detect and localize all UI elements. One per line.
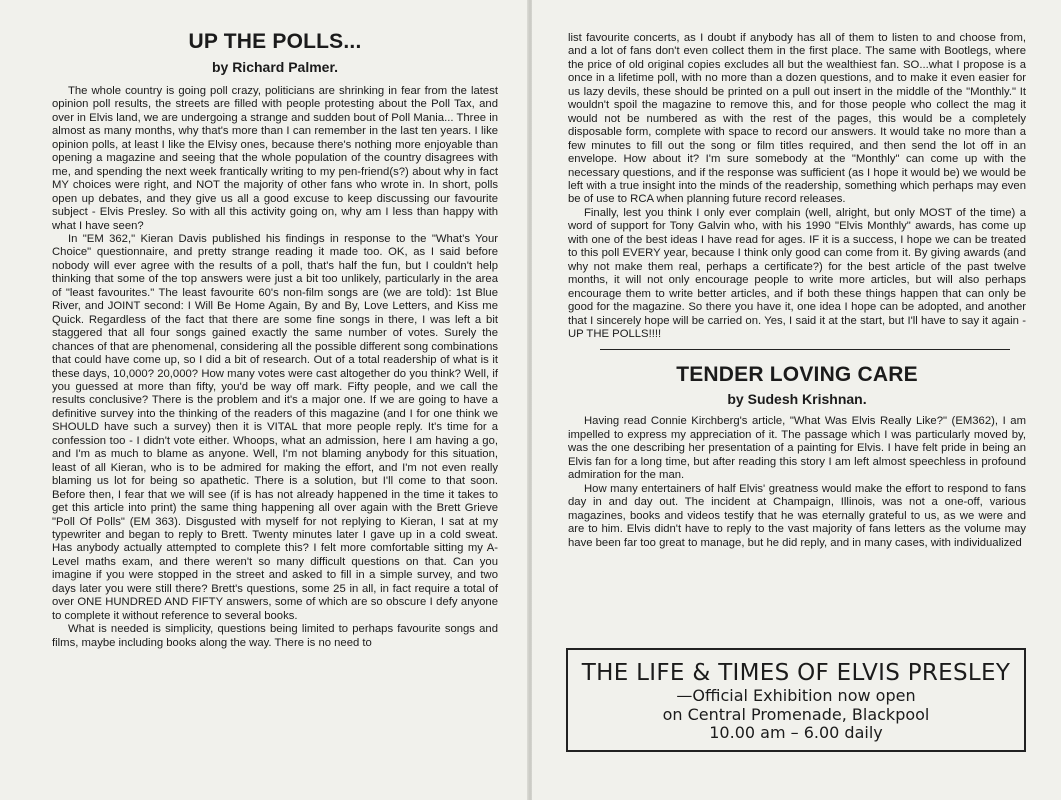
- article-continued-paragraph: Finally, lest you think I only ever complain (well, alright, but only MOST of the time) a word of support for Tony Galvin who, with his 1990 "Elvis Monthly" awards, has come up with one of the best ideas I have read for ages. IF it is a success, I hope we can be treated to this poll EVERY year, because I think only good can come from it. By giving awards (and why not make them real, perhaps a certificate?) for the best article of the past twelve months, it will not only encourage people to write more articles, but will also perhaps encourage them to write better articles, and if both these things happen that can only be good for the magazine. So there you have it, one idea I hope can be adopted, and another that I sincerely hope will be carried on. Yes, I said it at the start, but I'll have to say it again - UP THE POLLS!!!!: [568, 206, 1026, 340]
- right-page: [532, 0, 1061, 800]
- article-continued-paragraph: list favourite concerts, as I doubt if anybody has all of them to listen to and choose from, and a lot of fans don't even collect them in the first place. The same with Bootlegs, where the price of old original copies excludes all but the wealthiest fan. SO...what I propose is a once in a lifetime poll, with no more than a dozen questions, and to make it even easier for us lazy devils, these should be printed on a pull out insert in the middle of the "Monthly." It wouldn't spoil the magazine to remove this, and for those people who collect the mag it would not be numbered as with the rest of the pages, this would be a completely disposable form, complete with space to record our answers. It would take no more than a few minutes to fill out the song or film titles required, and then send the lot off in an envelope. How about it? I'm sure somebody at the "Monthly" can come up with the necessary questions, and if the response was sufficient (as I hope it would be) we would be left with a true insight into the minds of the readership, something which perhaps may even be of use to RCA when planning future record releases.: [568, 32, 1026, 206]
- article-title: UP THE POLLS...: [188, 30, 362, 53]
- exhibition-advertisement: [566, 648, 1026, 752]
- article-paragraph: In "EM 362," Kieran Davis published his findings in response to the "What's Your Choice" questionnaire, and pretty strange reading it made too. OK, as I said before nobody will ever agree with the results of a poll, that's half the fun, but I couldn't help thinking that some of the top answers were just a bit too unlikely, particularly in the area of "least favourites." The least favourite 60's non-film songs are (we are told): 1st Blue River, and JOINT second: I Will Be Home Again, By and By, Love Letters, and Kiss me Quick. Regardless of the fact that there are some fine songs in there, I was left a bit staggered that all four songs gained exactly the same number of votes. Surely the chances of that are phenomenal, considering all the possible different song combinations that could have come up, so I did a bit of research. Out of a total readership of what is it these days, 10,000? 20,000? How many votes were cast altogether do you think? Well, if you guessed at more than fifty, you'd be way off mark. Fifty people, and we call the results conclusive? There is the problem and it's a major one. If we are going to have a definitive survey into the thinking of the readers of this magazine (and I for one think we SHOULD have such a survey) then it is VITAL that more people reply. It's time for a confession too - I didn't vote either. Whoops, what an admission, here I am having a go, and I'm as much to blame as anyone. Well, I'm not blaming anybody for this situation, least of all Kieran, who is to be admired for making the effort, and I'm not even really blaming us lot for being so apathetic. There is a solution, but I'll come to that soon. Before then, I fear that we will see (if is has not already happened in the time it takes to get this article into print) the same thing happening all over again with the Brett Grieve "Poll Of Polls" (EM 363). Disgusted with myself for not replying to Kieran, I sat at my typewriter and began to reply to Brett. Twenty minutes later I gave up in a cold sweat. Has anybody actually attempted to complete this? I felt more comfortable sitting my A-Level maths exam, and there weren't so many difficult questions on that. Can you imagine if you were stopped in the street and asked to fill in a simple survey, and two days later you were still there? Brett's questions, some 25 in all, in fact require a total of over ONE HUNDRED AND FIFTY answers, some of which are so obscure I defy anyone to complete it without reference to several books.: [52, 232, 498, 622]
- article-byline: by Richard Palmer.: [211, 59, 339, 75]
- article-up-the-polls: [52, 30, 498, 650]
- ad-line-exhibition: —Official Exhibition now open: [676, 686, 916, 705]
- article-paragraph: What is needed is simplicity, questions being limited to perhaps favourite songs and films, maybe including books along the way. There is no need to: [52, 623, 498, 649]
- second-article-paragraph: How many entertainers of half Elvis' greatness would make the effort to respond to fans day in and day out. The incident at Champaign, Illinois, was not a one-off, various magazines, books and videos testify that he was eternally grateful to us, as we were and are to him. Elvis didn't have to reply to the vast majority of fans letters as the volume may have been far too great to manage, but he did reply, and in many cases, with individualized: [568, 482, 1026, 549]
- right-column: [568, 32, 1026, 550]
- second-article-byline: by Sudesh Krishnan.: [727, 391, 867, 408]
- ad-line-hours: 10.00 am – 6.00 daily: [709, 723, 883, 742]
- second-article-paragraph: Having read Connie Kirchberg's article, "What Was Elvis Really Like?" (EM362), I am impelled to express my appreciation of it. The passage which I was particularly moved by, was the one describing her presentation of a painting for Elvis. I have felt pride in being an Elvis fan for a long time, but after reading this story I am left almost speechless in profound admiration for the man.: [568, 415, 1026, 482]
- ad-line-location: on Central Promenade, Blackpool: [662, 704, 930, 724]
- article-paragraph: The whole country is going poll crazy, politicians are shrinking in fear from the latest opinion poll results, the streets are filled with people protesting about the Poll Tax, and over in Elvis land, we are undergoing a strange and sudden bout of Poll Mania... Three in almost as many months, why that's more than I can remember in the last ten years. I like opinion polls, at least I like the Elvisy ones, because there's nothing more enjoyable than opening a magazine and seeing that the whole population of the country disagrees with me, and spending the next week frantically writing to my pen-friend(s?) about why in fact MY choices were right, and NOT the majority of other fans who wrote in. In short, polls open up debates, and they give us all a good excuse to keep discussing our favourite subject - Elvis Presley. So with all this activity going on, why am I less than happy with what I have seen?: [52, 85, 498, 232]
- left-page: [0, 0, 528, 800]
- section-divider: [600, 349, 1010, 350]
- second-article-title: TENDER LOVING CARE: [676, 363, 918, 387]
- ad-title: THE LIFE & TIMES OF ELVIS PRESLEY: [581, 660, 1011, 686]
